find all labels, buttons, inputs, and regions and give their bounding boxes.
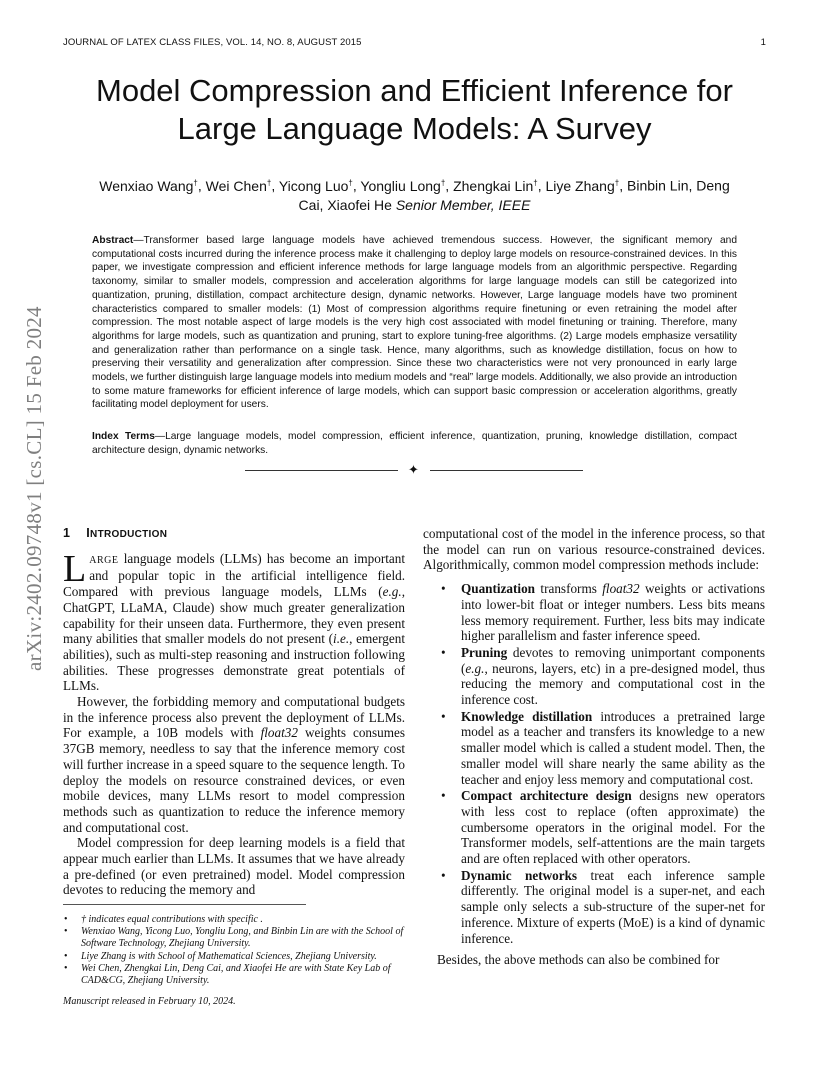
footnote-item: • Liye Zhang is with School of Mathematical Sciences, Zhejiang University. [64, 950, 377, 962]
bullet-icon: • [64, 962, 68, 974]
abstract-text: —Transformer based large language models have achieved tremendous success. However, the significant memory and computational costs incurred during the inference process make it challenging to deploy large models on resource-constrained devices. In this paper, we investigate compression and efficient inference methods for large language models from an algorithmic perspective. Regarding taxonomy, similar to smaller models, compression and acceleration algorithms for large language models can still be categorized into quantization, pruning, distillation, compact architecture design, dynamic networks. However, Large language models have two prominent characteristics compared to smaller models: (1) Most of compression algorithms require finetuning or even retraining the model after compression. The most notable aspect of large models is the very high cost associated with model finetuning or training. Therefore, many algorithms for large models, such as quantization and pruning, start to explore tuning-free algorithms. (2) Large models emphasize versatility and generalization rather than performance on a single task. Hence, many algorithms, such as knowledge distillation, focus on how to preserving their versatility and generalization after compression. Since these two characteristics were not very pronounced in early large models, we further distinguish large language models into medium models and “real” large models. Additionally, we also provide an introduction to some mature frameworks for efficient inference of large models, which can support basic compression or acceleration algorithms, greatly facilitating model deployment for users. [92, 235, 737, 411]
methods-list [423, 581, 765, 946]
author: Zhengkai Lin† [453, 177, 538, 194]
title-line-2: Large Language Models: A Survey [177, 111, 652, 146]
page-number: 1 [760, 37, 766, 48]
section-title-initial: I [86, 526, 91, 540]
arxiv-stamp: arXiv:2402.09748v1 [cs.CL] 15 Feb 2024 [22, 306, 46, 671]
manuscript-note: Manuscript released in February 10, 2024. [63, 996, 236, 1007]
index-terms-label: Index Terms [92, 431, 155, 442]
right-paragraph-closing: Besides, the above methods can also be combined for [437, 952, 720, 968]
list-item: • Compact architecture design designs new operators with less cost to replace (often approximate) the cumbersome operators in the original model. For the Transformer models, self-attentions are the main targets and are often replaced with other operators. [441, 788, 765, 867]
intro-paragraph-2: However, the forbidding memory and computational budgets in the inference process also prevent the deployment of LLMs. For example, a 10B models with float32 weights consumes 37GB memory, needless to say that the inference memory cost will further increase in a speed square to the sequence length. To deploy the models on resource constrained devices, or even mobile devices, many LLMs resort to model compression methods such as quantization to reduce the inference memory and computational cost. [63, 694, 405, 835]
footnote-item: • † indicates equal contributions with specific . [64, 914, 263, 925]
title-line-1: Model Compression and Efficient Inference for [96, 73, 733, 108]
author: Wenxiao Wang† [99, 177, 198, 194]
section-divider [245, 464, 585, 478]
right-paragraph-continuation: computational cost of the model in the inference process, so that the model can run on various resource-constrained devices. Algorithmically, common model compression methods include: [423, 526, 765, 573]
author-line-1: Wenxiao Wang†, Wei Chen†, Yicong Luo†, Yongliu Long†, Zhengkai Lin†, Liye Zhang†, Binbin Lin, Deng [99, 177, 730, 194]
footnote-separator [63, 904, 306, 905]
divider-line-left [245, 470, 398, 471]
divider-line-right [430, 470, 583, 471]
list-item: • Knowledge distillation introduces a pretrained large model as a teacher and transfers its knowledge to a new smaller model which is called a student model. Then, the smaller model will share nearly the same ability as the teacher and enjoy less memory and computational cost. [441, 708, 765, 787]
index-terms-text: —Large language models, model compression, efficient inference, quantization, pruning, knowledge distillation, compact architecture design, dynamic networks. [92, 431, 737, 456]
author: Deng [696, 177, 730, 194]
section-heading [63, 526, 405, 543]
footnote-item: • Wenxiao Wang, Yicong Luo, Yongliu Long, and Binbin Lin are with the School of Software Technology, Zhejiang University. [64, 926, 404, 950]
author-line-2: Cai, Xiaofei He Senior Member, IEEE [298, 196, 531, 213]
section-number: 1 [63, 526, 71, 540]
drop-cap: L [63, 547, 87, 590]
bullet-icon: • [64, 926, 68, 938]
author-list [63, 173, 766, 215]
bullet-icon: • [64, 950, 68, 962]
running-header [63, 37, 766, 48]
author: Yongliu Long† [360, 177, 446, 194]
bullet-icon: • [64, 914, 68, 925]
index-terms [92, 430, 737, 457]
paper-title [63, 72, 766, 148]
author: Wei Chen† [205, 177, 272, 194]
author: Liye Zhang† [545, 177, 620, 194]
list-item: • Pruning devotes to removing unimportant components (e.g., neurons, layers, etc) in a pre-designed model, thus reducing the memory and computational cost in the inference cost. [441, 644, 765, 708]
abstract [92, 234, 737, 412]
bullet-icon: • [441, 788, 446, 804]
footnotes [63, 914, 408, 987]
footnote-item: • Wei Chen, Zhengkai Lin, Deng Cai, and Xiaofei He are with State Key Lab of CAD&CG, Zhejiang University. [64, 962, 391, 987]
abstract-label: Abstract [92, 235, 134, 246]
left-column [63, 526, 405, 898]
bullet-icon: • [441, 867, 446, 883]
divider-star-icon: ✦ [408, 462, 419, 477]
author: Yicong Luo† [278, 177, 353, 194]
list-item: • Quantization transforms float32 weights or activations into lower-bit float or integer numbers. Less bits means less memory requirement. Further, less bits may indicate higher parallelism and faster inference speed. [441, 581, 766, 644]
list-item: • Dynamic networks treat each inference sample differently. The original model is a super-net, and each sample only selects a sub-structure of the super-net for inference. Mixture of experts (MoE) is a kind of dynamic inference. [441, 867, 765, 946]
author-role: Senior Member, IEEE [395, 196, 531, 213]
intro-paragraph-3: Model compression for deep learning models is a field that appear much earlier than LLMs. It assumes that we have already a pre-defined (or even pretrained) model. Model compression devotes to reducing the memory and [63, 835, 405, 898]
journal-line: JOURNAL OF LATEX CLASS FILES, VOL. 14, NO. 8, AUGUST 2015 [63, 37, 362, 48]
intro-paragraph-1: LARGE language models (LLMs) has become an important and popular topic in the artificial intelligence field. Compared with previous language models, LLMs (e.g., ChatGPT, LLaMA, Claude) show much greater generalization capability for their unseen data. Furthermore, they even present many abilities that smaller models do not present (i.e., emergent abilities), such as multi-step reasoning and instruction following abilities. These progresses demonstrate great potentials of LLMs. [63, 547, 405, 694]
author: Binbin Lin [627, 177, 689, 194]
section-title-rest: NTRODUCTION [90, 529, 168, 540]
bullet-icon: • [441, 708, 446, 724]
right-column [423, 526, 765, 968]
bullet-icon: • [441, 581, 446, 597]
bullet-icon: • [441, 644, 446, 660]
